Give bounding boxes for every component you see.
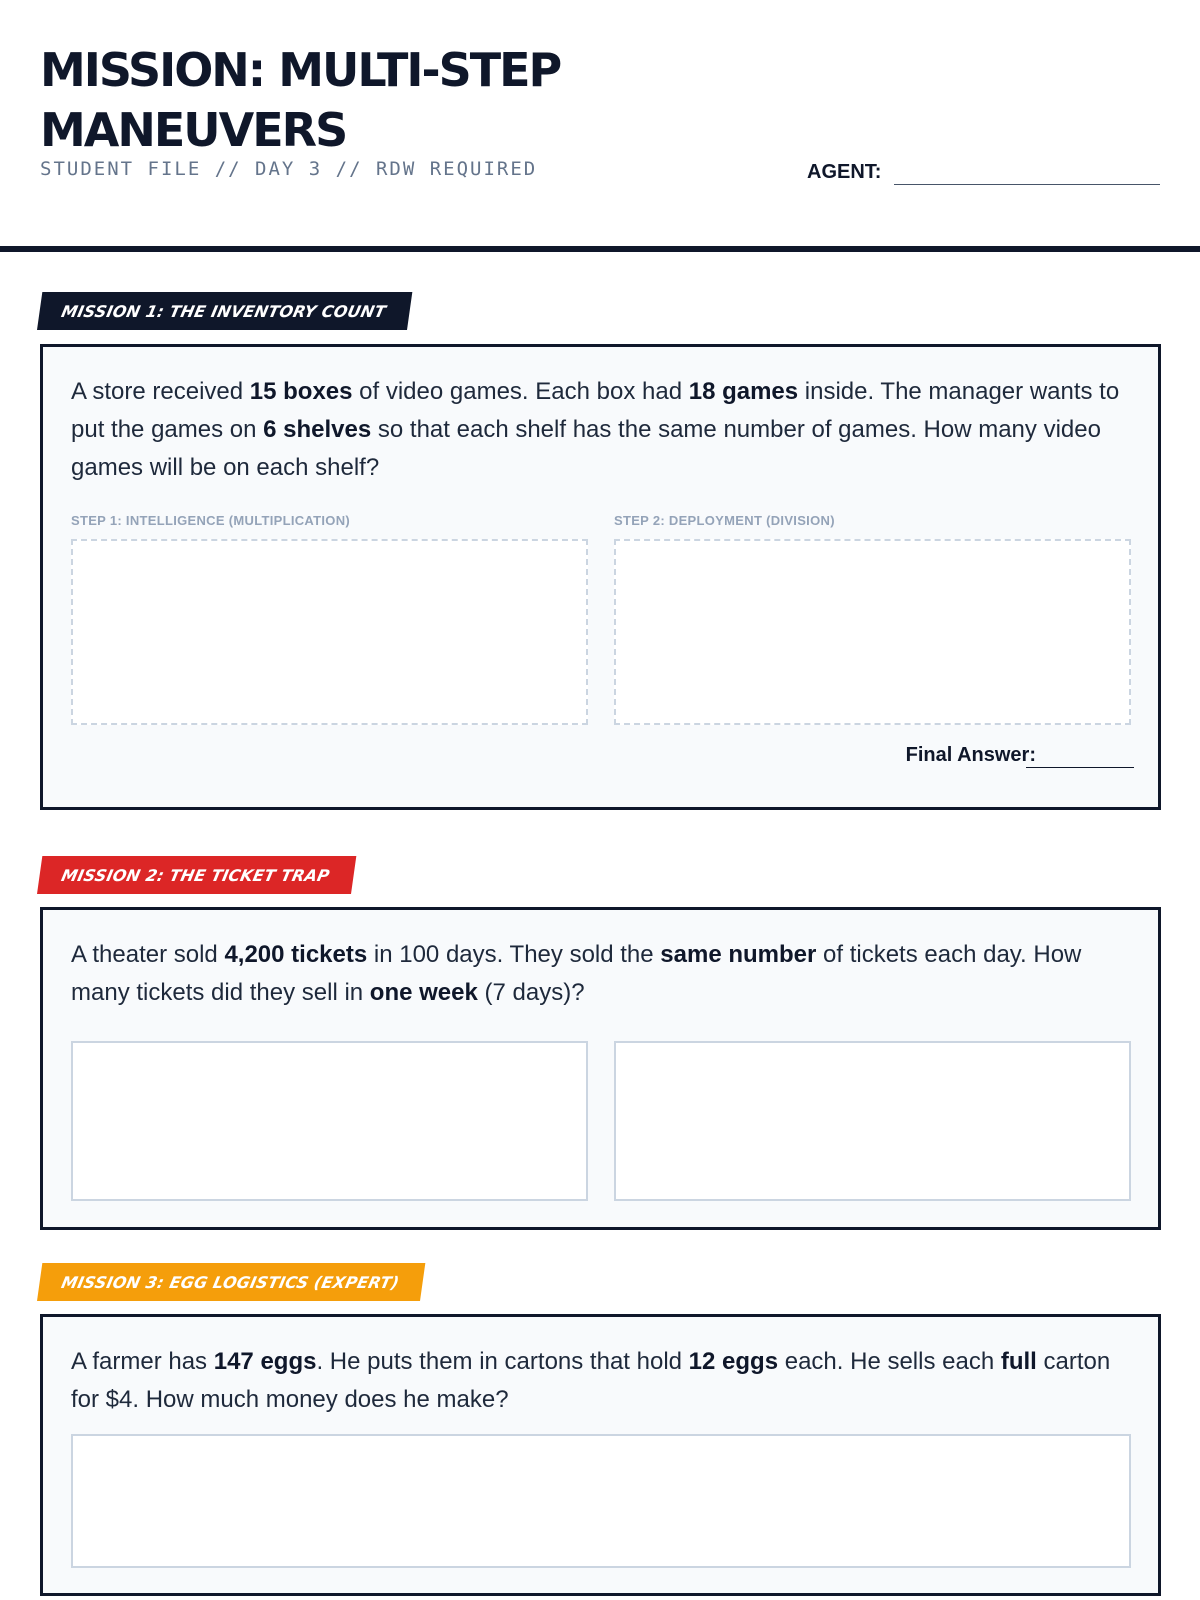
- mission-2-highlight: 4,200 tickets: [224, 941, 368, 968]
- final-answer-field[interactable]: [1026, 767, 1134, 768]
- mission-2-highlight: one week: [369, 979, 478, 1006]
- mission-2-tag: [37, 856, 356, 894]
- mission-3-tag: [37, 1263, 426, 1301]
- mission-1-highlight: 15 boxes: [249, 378, 353, 405]
- mission-2-text: of tickets each day. How many tickets did they sell in: [71, 941, 1082, 1006]
- mission-1-highlight: 18 games: [688, 378, 799, 405]
- mission-1-highlight: 6 shelves: [263, 416, 372, 443]
- mission-3-prompt: [71, 1343, 1131, 1419]
- mission-3-highlight: 147 eggs: [213, 1348, 317, 1375]
- step-2-work-area[interactable]: [614, 539, 1131, 725]
- mission-3-work-area[interactable]: [71, 1434, 1131, 1568]
- mission-2-work-area-right[interactable]: [614, 1041, 1131, 1201]
- step-1-label: STEP 1: INTELLIGENCE (MULTIPLICATION): [71, 513, 351, 528]
- mission-3-text: carton for $4. How much money does he make?: [71, 1348, 1111, 1413]
- step-1-work-area[interactable]: [71, 539, 588, 725]
- mission-2-card: [40, 907, 1161, 1230]
- mission-2-prompt: [71, 936, 1131, 1012]
- mission-2-highlight: same number: [660, 941, 817, 968]
- mission-1-text: of video games. Each box had: [352, 378, 689, 405]
- mission-2-work-area-left[interactable]: [71, 1041, 588, 1201]
- agent-label: AGENT:: [807, 161, 882, 183]
- mission-3-highlight: full: [1000, 1348, 1037, 1375]
- mission-2-tag-label: MISSION 2: THE TICKET TRAP: [59, 865, 332, 885]
- mission-1-prompt: [71, 373, 1131, 487]
- page-subtitle: STUDENT FILE // DAY 3 // RDW REQUIRED: [40, 158, 538, 180]
- agent-name-field[interactable]: [894, 184, 1160, 185]
- mission-1-tag: [37, 292, 412, 330]
- mission-1-text: A store received: [71, 378, 250, 405]
- mission-3-text: each. He sells each: [778, 1348, 1001, 1375]
- mission-1-text: inside. The manager wants to put the games on: [71, 378, 1120, 443]
- mission-3-highlight: 12 eggs: [688, 1348, 779, 1375]
- mission-1-card: [40, 344, 1161, 810]
- mission-2-text: A theater sold: [71, 941, 225, 968]
- worksheet-header: [0, 0, 1200, 252]
- mission-3-text: A farmer has: [71, 1348, 214, 1375]
- mission-1-text: so that each shelf has the same number of games. How many video games will be on each shelf?: [71, 416, 1101, 481]
- mission-3-card: [40, 1314, 1161, 1596]
- page-title: MISSION: MULTI-STEP MANEUVERS: [40, 43, 561, 157]
- mission-2-text: (7 days)?: [477, 979, 585, 1006]
- final-answer-label: Final Answer:: [905, 744, 1036, 766]
- mission-2-text: in 100 days. They sold the: [367, 941, 661, 968]
- mission-1-tag-label: MISSION 1: THE INVENTORY COUNT: [59, 301, 388, 321]
- mission-3-text: . He puts them in cartons that hold: [316, 1348, 689, 1375]
- mission-3-tag-label: MISSION 3: EGG LOGISTICS (EXPERT): [59, 1272, 402, 1292]
- step-2-label: STEP 2: DEPLOYMENT (DIVISION): [614, 513, 835, 528]
